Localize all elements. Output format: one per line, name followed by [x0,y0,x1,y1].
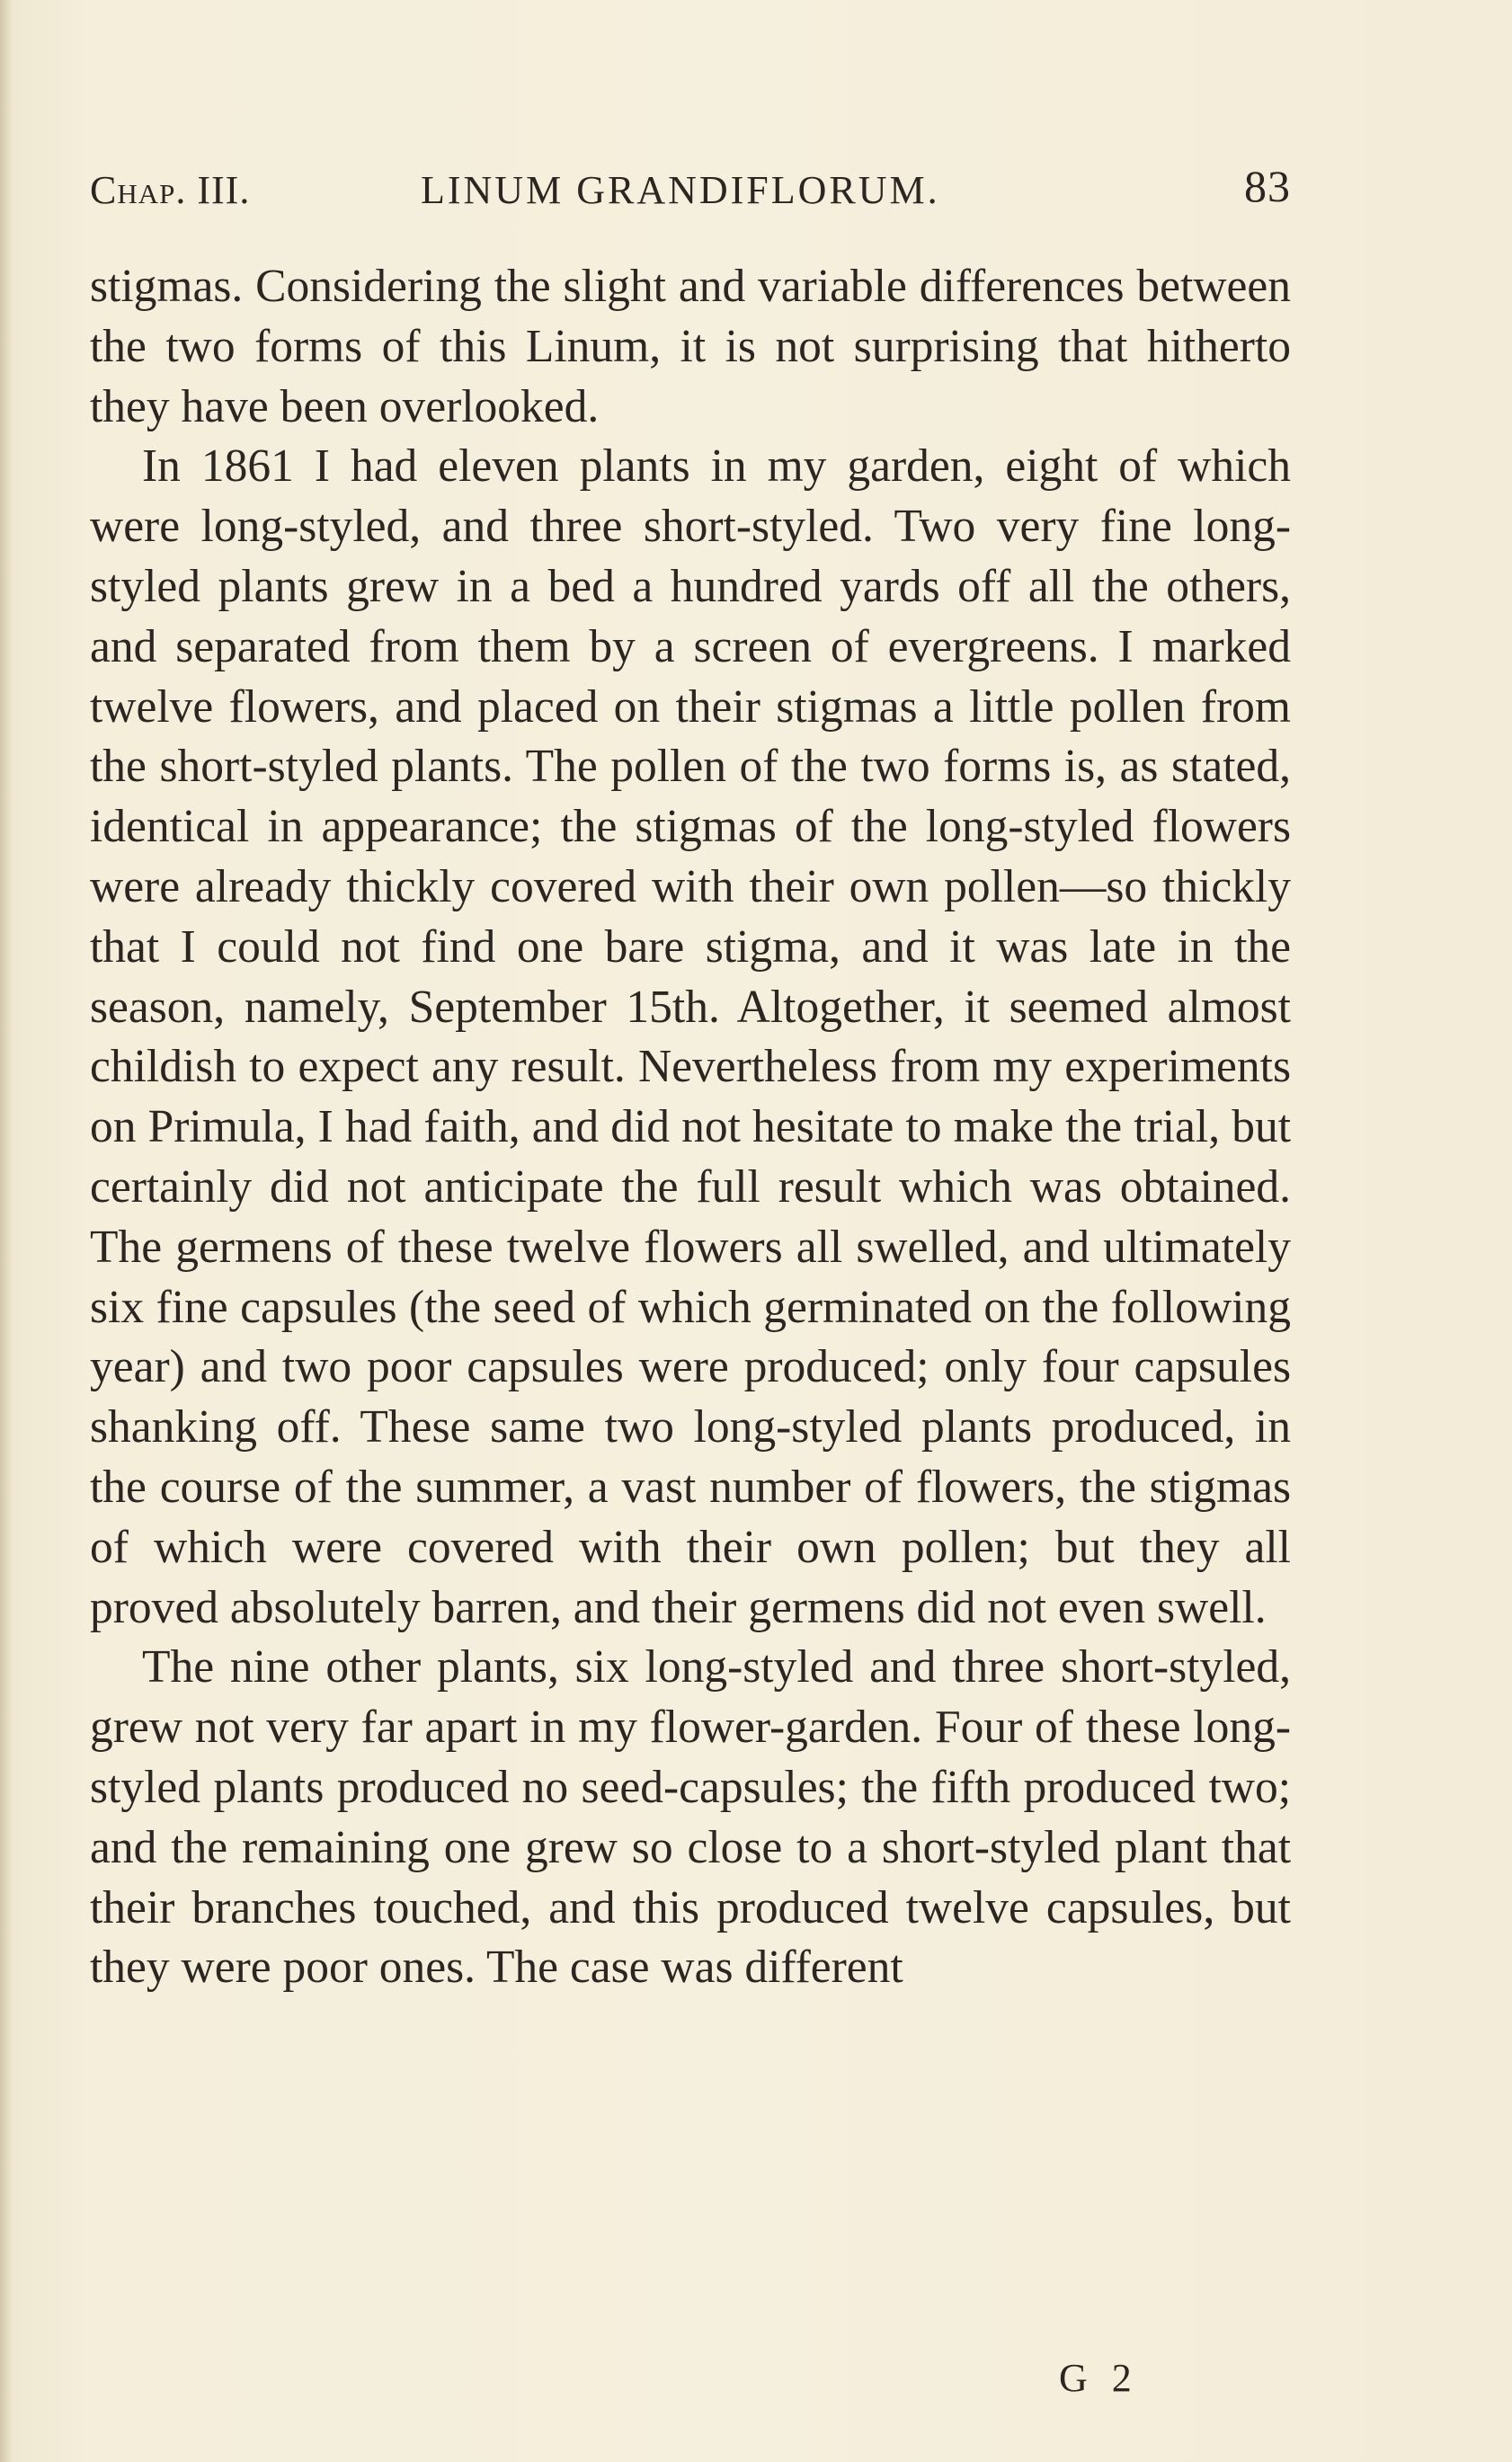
chapter-label: Chap. III. [90,168,251,212]
signature-mark: G 2 [1059,2356,1139,2400]
paragraph-continued: stigmas. Considering the slight and variable differences between the two forms of this Linum, it is not surprising that hitherto they have been overlooked. [90,261,1291,432]
paragraph: In 1861 I had eleven plants in my garden, eight of which were long-styled, and three short-styled. Two very fine long-styled plants grew in a bed a hundred yards off all the others, and separated from them by a screen of evergreens. I marked twelve flowers, and placed on their stigmas a little pollen from the short-styled plants. The pollen of the two forms is, as stated, identical in appearance; the stigmas of the long-styled flowers were already thickly covered with their own pollen—so thickly that I could not find one bare stigma, and it was late in the season, namely, September 15th. Altogether, it seemed almost childish to expect any result. Nevertheless from my experiments on Primula, I had faith, and did not hesitate to make the trial, but certainly did not anticipate the full result which was obtained. The germens of these twelve flowers all swelled, and ultimately six fine capsules (the seed of which germinated on the following year) and two poor capsules were produced; only four capsules shanking off. These same two long-styled plants produced, in the course of the summer, a vast number of flowers, the stigmas of which were covered with their own pollen; but they all proved absolutely barren, and their germens did not even swell. [90,440,1291,1633]
page-edge-shadow [0,0,13,2462]
paragraph: The nine other plants, six long-styled and three short-styled, grew not very far apart in my flower-garden. Four of these long-styled plants produced no seed-capsules; the fifth produced two; and the remaining one grew so close to a short-styled plant that their branches touched, and this produced twelve capsules, but they were poor ones. The case was different [90,1641,1291,1994]
running-head [90,160,1291,223]
body-text [90,257,1291,1998]
running-title: LINUM GRANDIFLORUM. [421,168,940,212]
page-number: 83 [1244,161,1291,211]
